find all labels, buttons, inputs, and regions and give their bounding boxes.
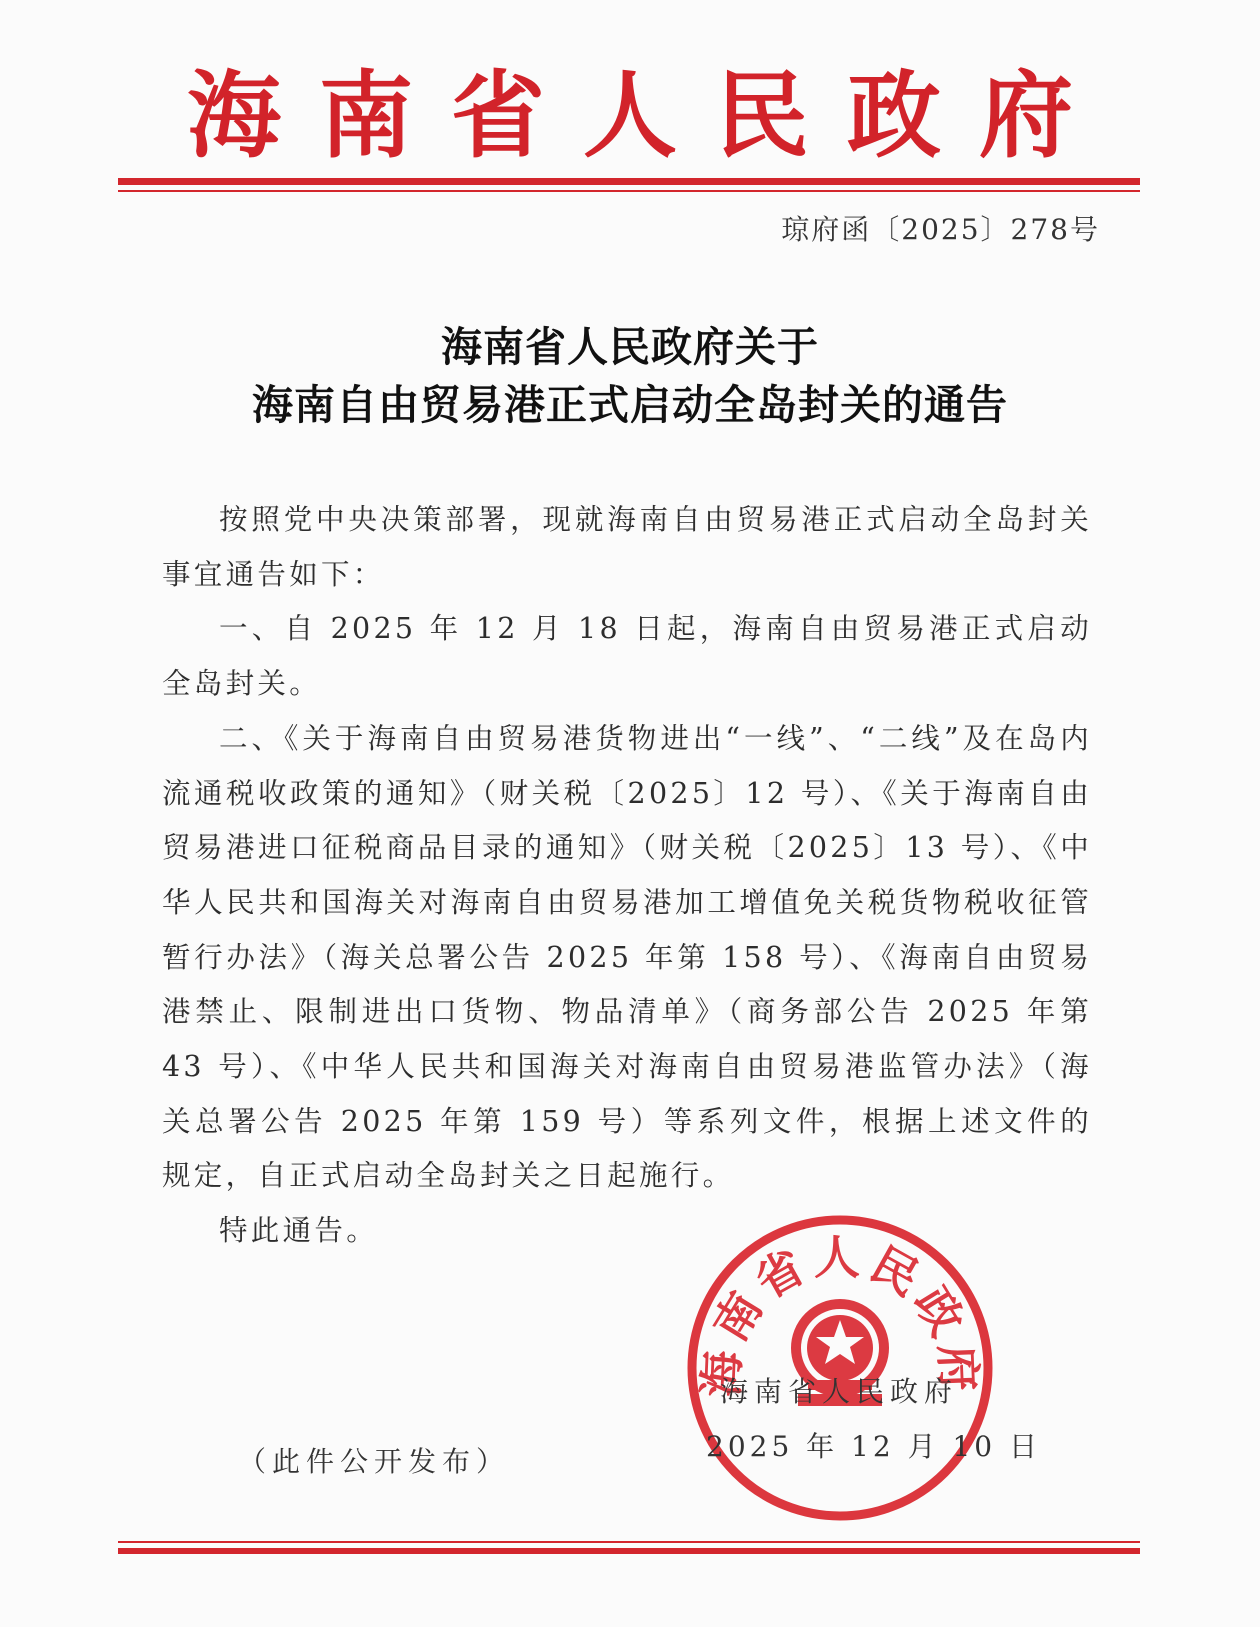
body-paragraph-1: 一、自 2025 年 12 月 18 日起，海南自由贸易港正式启动全岛封关。 — [162, 612, 1092, 701]
title-line-2: 海南自由贸易港正式启动全岛封关的通告 — [252, 381, 1008, 429]
footer-rule-thin — [118, 1541, 1140, 1543]
title-line-1: 海南省人民政府关于 — [441, 323, 819, 371]
seal-text: 海南省人民政府 — [694, 1230, 986, 1399]
body-paragraph-intro: 按照党中央决策部署，现就海南自由贸易港正式启动全岛封关事宜通告如下： — [162, 503, 1092, 591]
body-paragraph-closing: 特此通告。 — [219, 1214, 379, 1248]
body-paragraph-2: 二、《关于海南自由贸易港货物进出“一线”、“二线”及在岛内流通税收政策的通知》（财关税〔2025〕12 号）、《关于海南自由贸易港进口征税商品目录的通知》（财关税〔2025〕13 号）、《中华人民共和国海关对海南自由贸易港加工增值免关税货物税收征管暂行办法》（海关总署公告 2025 年第 158 号）、《海南自由贸易港禁止、限制进出口货物、物品清单》（商务部公告 2025 年第 43 号）、《中华人民共和国海关对海南自由贸易港监管办法》（海关总署公告 2025 年第 159 号）等系列文件，根据上述文件的规定，自正式启动全岛封关之日起施行。 — [162, 721, 1092, 1193]
masthead-rule-thick — [118, 178, 1140, 185]
footer-rule-thick — [118, 1548, 1140, 1554]
document-body — [162, 493, 1092, 1259]
document-number: 琼府函〔2025〕278号 — [781, 213, 1100, 246]
masthead-rule-thin — [118, 190, 1140, 192]
document-title — [110, 318, 1150, 434]
official-seal — [680, 1208, 1000, 1528]
signature-organization: 海南省人民政府 — [720, 1375, 959, 1408]
publication-note: （此件公开发布） — [238, 1445, 511, 1478]
masthead-title: 海南省人民政府 — [186, 62, 1111, 171]
signature-date: 2025 年 12 月 10 日 — [706, 1430, 1042, 1463]
